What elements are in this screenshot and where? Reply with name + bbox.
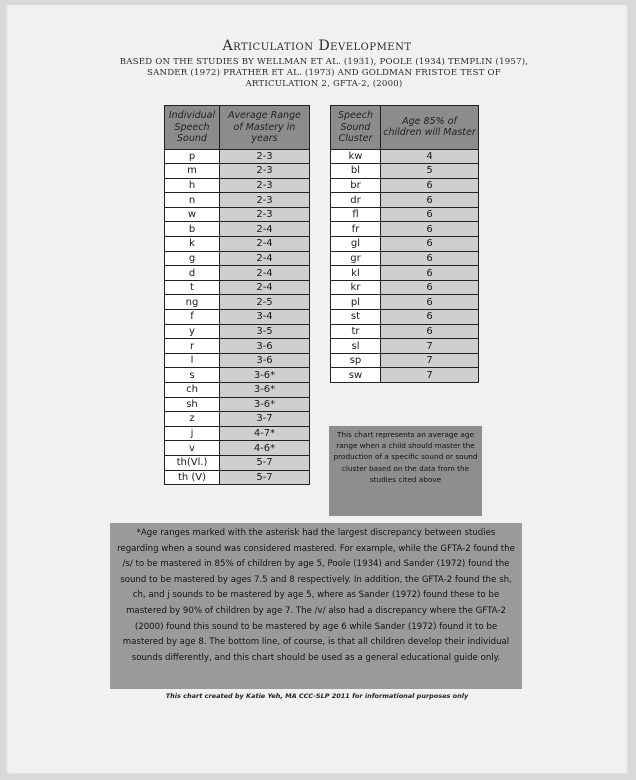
value-cell: 6	[381, 222, 479, 237]
table-row	[331, 164, 479, 179]
sound-cell: fr	[331, 222, 381, 237]
table-row	[331, 178, 479, 193]
table1-header-range: Average Range of Mastery in years	[220, 106, 310, 150]
value-cell: 3-6*	[220, 368, 310, 383]
credit-line: This chart created by Katie Yeh, MA CCC-SLP 2011 for informational purposes only	[165, 692, 469, 700]
value-cell: 6	[381, 324, 479, 339]
sound-cell: sl	[331, 339, 381, 354]
table1-header-sound: Individual Speech Sound	[165, 106, 220, 150]
individual-sounds-table	[164, 105, 310, 485]
table-row	[331, 368, 479, 383]
value-cell: 5-7	[220, 470, 310, 485]
table-row	[165, 441, 310, 456]
value-cell: 3-7	[220, 412, 310, 427]
table-row	[331, 310, 479, 325]
value-cell: 3-6	[220, 339, 310, 354]
value-cell: 3-6*	[220, 397, 310, 412]
table-row	[165, 470, 310, 485]
sound-cell: ch	[165, 383, 220, 398]
sound-cell: ng	[165, 295, 220, 310]
table-row	[165, 280, 310, 295]
table-row	[331, 222, 479, 237]
sound-cell: sh	[165, 397, 220, 412]
sound-cell: bl	[331, 164, 381, 179]
table-row	[165, 164, 310, 179]
value-cell: 3-6*	[220, 383, 310, 398]
sound-cell: br	[331, 178, 381, 193]
chart-note: This chart represents an average age range when a child should master the production of a specific sound or sound cluster based on the data from the studies cited above	[329, 426, 482, 516]
sound-cell: v	[165, 441, 220, 456]
value-cell: 4-7*	[220, 426, 310, 441]
value-cell: 2-5	[220, 295, 310, 310]
sound-cell: l	[165, 353, 220, 368]
value-cell: 6	[381, 280, 479, 295]
table-row	[165, 397, 310, 412]
value-cell: 7	[381, 368, 479, 383]
value-cell: 2-3	[220, 149, 310, 164]
sound-cell: sp	[331, 353, 381, 368]
table-row	[331, 295, 479, 310]
value-cell: 2-4	[220, 251, 310, 266]
document-page	[6, 4, 628, 774]
document-subtitle: BASED ON THE STUDIES BY WELLMAN ET AL. (1931), POOLE (1934) TEMPLIN (1957), SANDER (1972) PRATHER ET AL. (1973) AND GOLDMAN FRISTOE TEST OF ARTICULATION 2, GFTA-2, (2000)	[119, 57, 529, 89]
sound-cell: r	[165, 339, 220, 354]
table-row	[331, 251, 479, 266]
table-row	[165, 295, 310, 310]
table2-header-cluster: Speech Sound Cluster	[331, 106, 381, 150]
table-row	[331, 324, 479, 339]
value-cell: 6	[381, 207, 479, 222]
sound-cell: h	[165, 178, 220, 193]
table-row	[165, 149, 310, 164]
sound-cell: j	[165, 426, 220, 441]
table-row	[331, 280, 479, 295]
sound-cell: th (V)	[165, 470, 220, 485]
sound-cell: fl	[331, 207, 381, 222]
sound-cell: s	[165, 368, 220, 383]
sound-cell: gl	[331, 237, 381, 252]
sound-cell: m	[165, 164, 220, 179]
sound-cell: th(Vl.)	[165, 455, 220, 470]
value-cell: 4	[381, 149, 479, 164]
sound-cell: w	[165, 207, 220, 222]
sound-cell: st	[331, 310, 381, 325]
table-row	[331, 266, 479, 281]
sound-cell: z	[165, 412, 220, 427]
document-title: Articulation Development	[222, 38, 412, 54]
sound-clusters-table	[330, 105, 479, 383]
sound-cell: b	[165, 222, 220, 237]
value-cell: 6	[381, 178, 479, 193]
sound-cell: tr	[331, 324, 381, 339]
sound-cell: kl	[331, 266, 381, 281]
value-cell: 3-5	[220, 324, 310, 339]
table-row	[165, 251, 310, 266]
value-cell: 4-6*	[220, 441, 310, 456]
sound-cell: k	[165, 237, 220, 252]
table-row	[331, 339, 479, 354]
table2-header-age: Age 85% of children will Master	[381, 106, 479, 150]
sound-cell: t	[165, 280, 220, 295]
value-cell: 2-4	[220, 266, 310, 281]
value-cell: 6	[381, 193, 479, 208]
value-cell: 2-4	[220, 222, 310, 237]
value-cell: 2-4	[220, 280, 310, 295]
table-row	[165, 193, 310, 208]
value-cell: 7	[381, 353, 479, 368]
value-cell: 2-3	[220, 178, 310, 193]
sound-cell: dr	[331, 193, 381, 208]
table-row	[165, 368, 310, 383]
value-cell: 6	[381, 295, 479, 310]
sound-cell: gr	[331, 251, 381, 266]
sound-cell: y	[165, 324, 220, 339]
value-cell: 2-3	[220, 193, 310, 208]
sound-cell: kr	[331, 280, 381, 295]
table-row	[165, 222, 310, 237]
sound-cell: d	[165, 266, 220, 281]
table-row	[165, 178, 310, 193]
value-cell: 2-4	[220, 237, 310, 252]
table-row	[331, 193, 479, 208]
table-row	[165, 324, 310, 339]
value-cell: 6	[381, 237, 479, 252]
table-row	[165, 383, 310, 398]
table-row	[331, 149, 479, 164]
sound-cell: p	[165, 149, 220, 164]
value-cell: 2-3	[220, 164, 310, 179]
table-row	[165, 455, 310, 470]
table-row	[331, 353, 479, 368]
sound-cell: kw	[331, 149, 381, 164]
value-cell: 2-3	[220, 207, 310, 222]
table-row	[165, 207, 310, 222]
value-cell: 3-6	[220, 353, 310, 368]
table-row	[165, 237, 310, 252]
value-cell: 3-4	[220, 310, 310, 325]
footnote: *Age ranges marked with the asterisk had the largest discrepancy between studies regarding when a sound was considered mastered. For example, while the GFTA-2 found the /s/ to be mastered in 85% of children by age 5, Poole (1934) and Sander (1972) found the sound to be mastered by ages 7.5 and 8 respectively. In addition, the GFTA-2 found the sh, ch, and j sounds to be mastered by age 5, where as Sander (1972) found these to be mastered by 90% of children by age 7. The /v/ also had a discrepancy where the GFTA-2 (2000) found this sound to be mastered by age 6 while Sander (1972) found it to be mastered by age 8. The bottom line, of course, is that all children develop their individual sounds differently, and this chart should be used as a general educational guide only.	[110, 523, 522, 689]
table-row	[165, 266, 310, 281]
table-row	[165, 310, 310, 325]
table-row	[165, 426, 310, 441]
value-cell: 5	[381, 164, 479, 179]
sound-cell: sw	[331, 368, 381, 383]
sound-cell: n	[165, 193, 220, 208]
value-cell: 6	[381, 310, 479, 325]
table-row	[165, 339, 310, 354]
sound-cell: f	[165, 310, 220, 325]
table-row	[331, 207, 479, 222]
sound-cell: g	[165, 251, 220, 266]
table-row	[331, 237, 479, 252]
table-row	[165, 353, 310, 368]
value-cell: 7	[381, 339, 479, 354]
sound-cell: pl	[331, 295, 381, 310]
value-cell: 5-7	[220, 455, 310, 470]
value-cell: 6	[381, 251, 479, 266]
table-row	[165, 412, 310, 427]
value-cell: 6	[381, 266, 479, 281]
